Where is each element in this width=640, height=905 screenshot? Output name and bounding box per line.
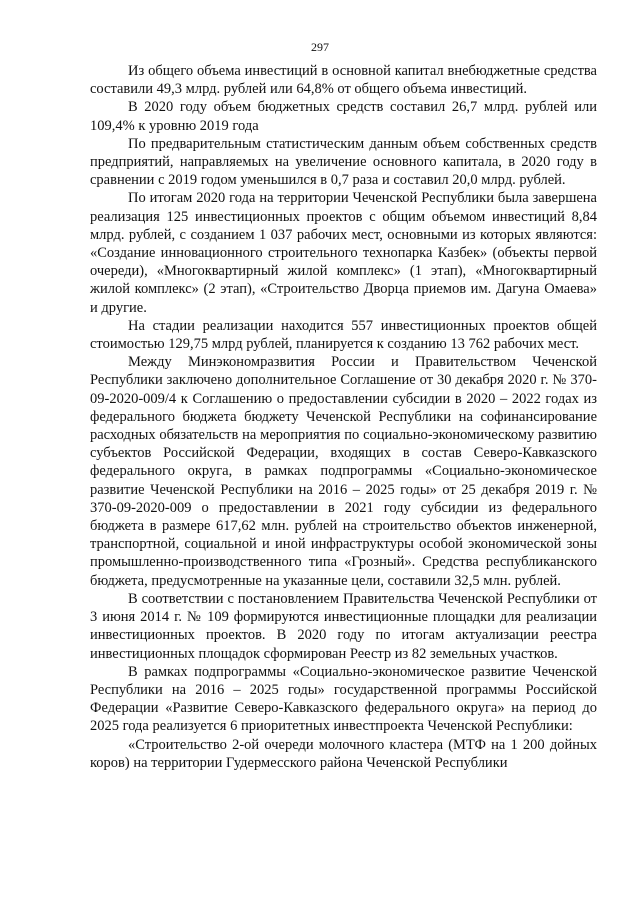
paragraph-subprogram: В рамках подпрограммы «Социально-экономическое развитие Чеченской Республики на 2016 – 2025 годы» государственной программы Российской Федерации «Развитие Северо-Кавказского федерального округа» на период до 2025 года реализуется 6 приоритетных инвестпроекта Чеченской Республики: [90,663,597,735]
paragraph-agreement: Между Минэкономразвития России и Правительством Чеченской Республики заключено дополнительное Соглашение от 30 декабря 2020 г. № 370-09-2020-009/4 к Соглашению о предоставлении субсидии в 2020 – 2022 годах из федерального бюджета бюджету Чеченской Республики на софинансирование расходных обязательств на мероприятия по социально-экономическому развитию субъектов Российской Федерации, входящих в состав Северо-Кавказского федерального округа, в рамках подпрограммы «Социально-экономическое развитие Чеченской Республики на 2016 – 2025 годы» от 25 декабря 2019 г. № 370-09-2020-009 о предоставлении в 2021 году субсидии из федерального бюджета в размере 617,62 млн. рублей на строительство объектов инженерной, транспортной, социальной и иной инфраструктуры особой экономической зоны промышленно-производственного типа «Грозный». Средства республиканского бюджета, предусмотренные на указанные цели, составили 32,5 млн. рублей. [90,354,597,589]
paragraph-projects-in-progress: На стадии реализации находится 557 инвестиционных проектов общей стоимостью 129,75 млрд рублей, планируется к созданию 13 762 рабочих мест. [90,317,597,353]
document-body [90,62,597,772]
paragraph-dairy-cluster: «Строительство 2-ой очереди молочного кластера (МТФ на 1 200 дойных коров) на территории Гудермесского района Чеченской Республики [90,736,597,771]
paragraph-completed-projects: По итогам 2020 года на территории Чеченской Республики была завершена реализация 125 инвестиционных проектов с общим объемом инвестиций 8,84 млрд. рублей, с созданием 1 037 рабочих мест, основными из которых являются: «Создание инновационного строительного технопарка Казбек» (объекты первой очереди), «Многоквартирный жилой комплекс» (1 этап), «Многоквартирный жилой комплекс» (2 этап), «Строительство Дворца приемов им. Дагуна Омаева» и другие. [90,190,597,316]
page-number: 297 [311,40,329,54]
paragraph-own-funds: По предварительным статистическим данным объем собственных средств предприятий, направляемых на увеличение основного капитала, в 2020 году в сравнении с 2019 годом уменьшился в 0,7 раза и составил 20,0 млрд. рублей. [90,135,597,189]
paragraph-investment-sites: В соответствии с постановлением Правительства Чеченской Республики от 3 июня 2014 г. № 109 формируются инвестиционные площадки для реализации инвестиционных проектов. В 2020 году по итогам актуализации реестра инвестиционных площадок сформирован Реестр из 82 земельных участков. [90,590,597,662]
paragraph-investment-share: Из общего объема инвестиций в основной капитал внебюджетные средства составили 49,3 млрд. рублей или 64,8% от общего объема инвестиций. [90,63,597,98]
paragraph-budget-funds: В 2020 году объем бюджетных средств составил 26,7 млрд. рублей или 109,4% к уровню 2019 года [90,99,597,134]
